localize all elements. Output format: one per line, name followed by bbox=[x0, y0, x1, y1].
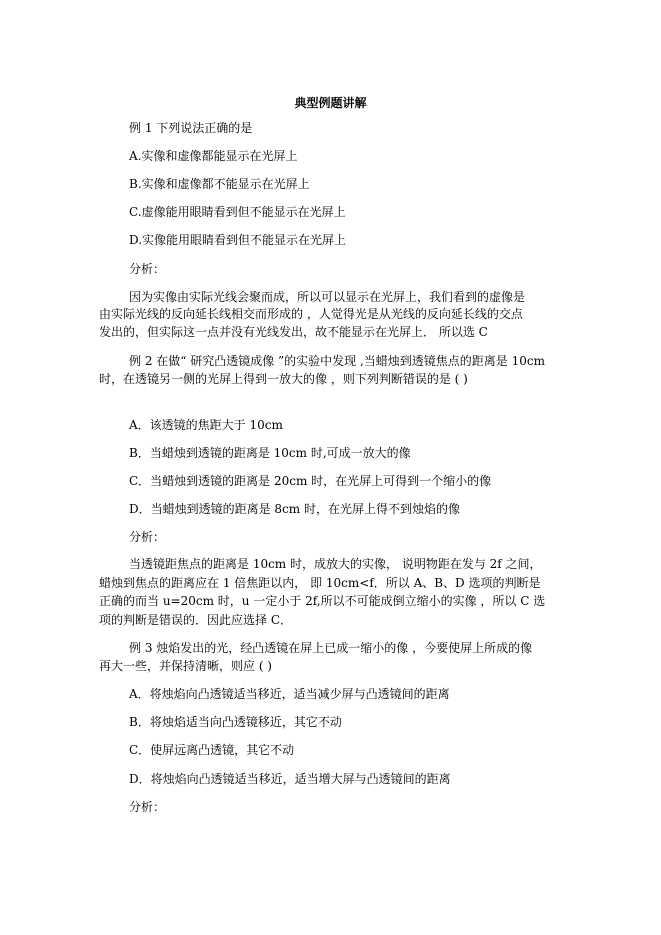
example-2-option-c: C．当蜡烛到透镜的距离是 20cm 时，在光屏上可得到一个缩小的像 bbox=[129, 474, 492, 488]
example-2-option-d: D．当蜡烛到透镜的距离是 8cm 时，在光屏上得不到烛焰的像 bbox=[129, 502, 460, 516]
example-3-analysis-label: 分析： bbox=[129, 800, 166, 814]
example-3-question: 再大一些，并保持清晰，则应 ( ) bbox=[99, 659, 272, 673]
example-2-analysis-line: 蜡烛到焦点的距离应在 1 倍焦距以内， 即 10cm<f．所以 A、B、D 选项的判断是 bbox=[99, 576, 541, 590]
example-1-question: 例 1 下列说法正确的是 bbox=[129, 121, 253, 135]
example-3-question: 例 3 烛焰发出的光，经凸透镜在屏上已成一缩小的像 ，今要使屏上所成的像 bbox=[129, 641, 533, 655]
example-2-option-b: B．当蜡烛到透镜的距离是 10cm 时,可成一放大的像 bbox=[129, 446, 411, 460]
document-title: 典型例题讲解 bbox=[294, 96, 367, 110]
example-1-analysis-line: 因为实像由实际光线会聚而成，所以可以显示在光屏上，我们看到的虚像是 bbox=[129, 290, 526, 304]
example-3-option-a: A．将烛焰向凸透镜适当移近，适当减少屏与凸透镜间的距离 bbox=[129, 687, 450, 701]
example-1-option-b: B.实像和虚像都不能显示在光屏上 bbox=[129, 177, 310, 191]
example-2-analysis-label: 分析： bbox=[129, 530, 166, 544]
example-2-analysis-line: 项的判断是错误的．因此应选择 C． bbox=[99, 613, 292, 627]
example-1-option-d: D.实像能用眼睛看到但不能显示在光屏上 bbox=[129, 233, 347, 247]
example-2-analysis-line: 当透镜距焦点的距离是 10cm 时，成放大的实像， 说明物距在发与 2f 之间， bbox=[129, 557, 542, 571]
example-2-option-a: A．该透镜的焦距大于 10cm bbox=[129, 418, 283, 432]
example-1-option-c: C.虚像能用眼睛看到但不能显示在光屏上 bbox=[129, 205, 346, 219]
example-2-question: 例 2 在做“ 研究凸透镜成像 ”的实验中发现 ,当蜡烛到透镜焦点的距离是 10cm bbox=[129, 354, 545, 368]
example-1-analysis-label: 分析： bbox=[129, 262, 166, 276]
example-2-question: 时，在透镜另一侧的光屏上得到一放大的像 ，则下列判断错误的是 ( ) bbox=[99, 372, 468, 386]
example-2-analysis-line: 正确的而当 u=20cm 时，u 一定小于 2f,所以不可能成倒立缩小的实像 ，所以 C 选 bbox=[99, 594, 546, 608]
example-3-option-d: D．将烛焰向凸透镜适当移近，适当增大屏与凸透镜间的距离 bbox=[129, 772, 451, 786]
example-1-analysis-line: 发出的，但实际这一点并没有光线发出，故不能显示在光屏上． 所以选 C bbox=[99, 325, 488, 339]
example-1-option-a: A.实像和虚像都能显示在光屏上 bbox=[129, 149, 298, 163]
example-1-analysis-line: 由实际光线的反向延长线相交而形成的 ，人觉得光是从光线的反向延长线的交点 bbox=[99, 307, 523, 321]
example-3-option-b: B．将烛焰适当向凸透镜移近，其它不动 bbox=[129, 715, 342, 729]
example-3-option-c: C．使屏远离凸透镜，其它不动 bbox=[129, 743, 295, 757]
